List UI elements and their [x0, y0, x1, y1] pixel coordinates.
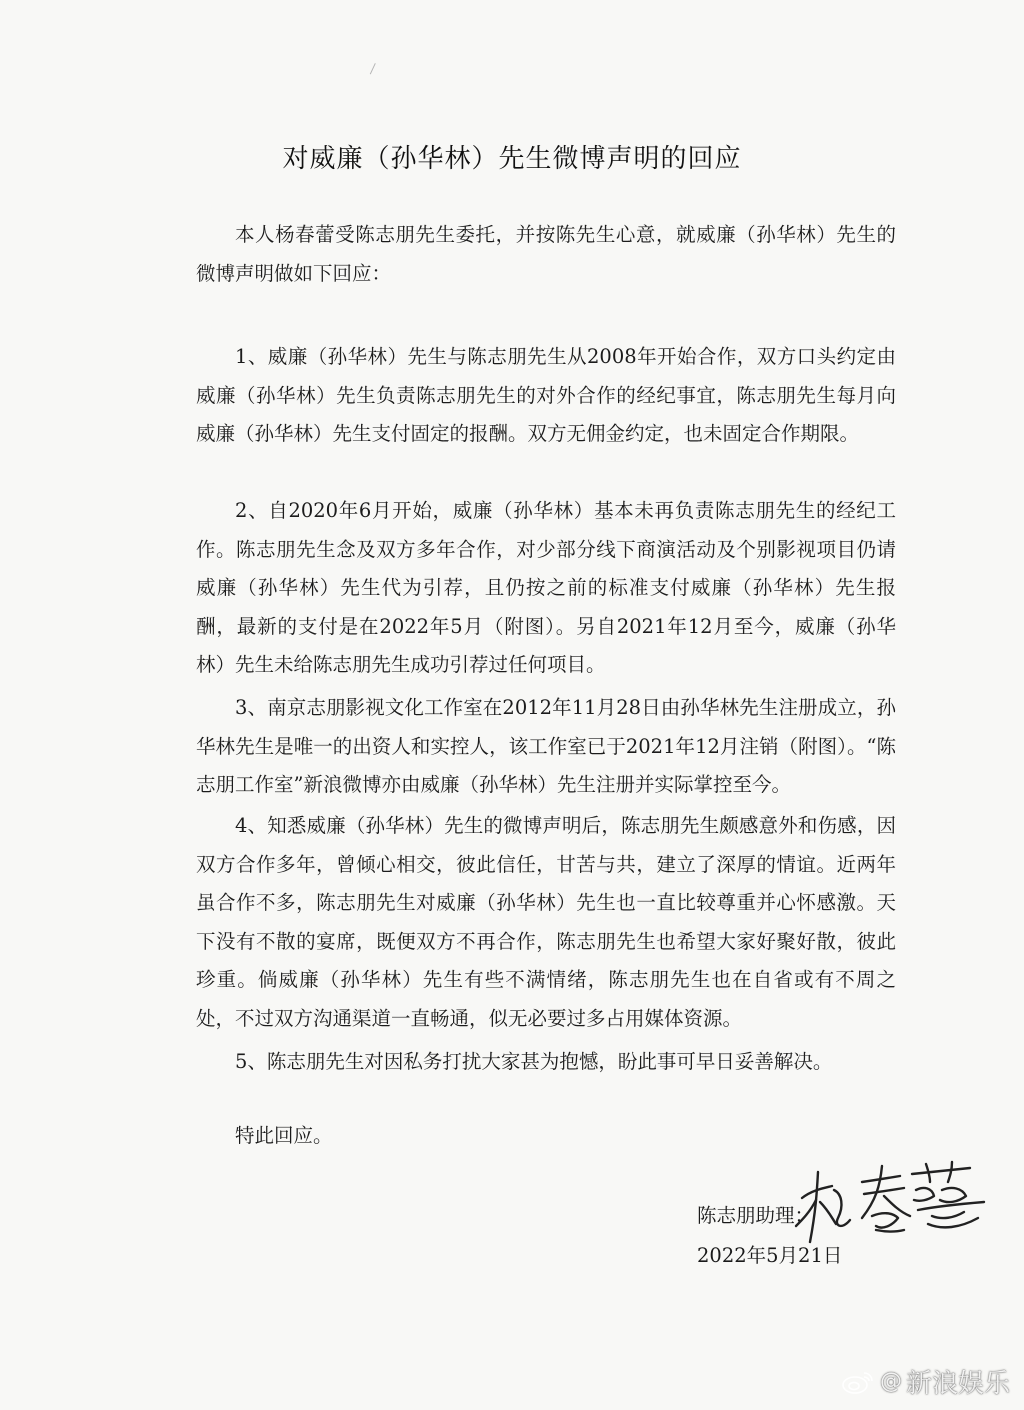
intro-paragraph: 本人杨春蕾受陈志朋先生委托，并按陈先生心意，就威廉（孙华林）先生的微博声明做如下回应： [196, 223, 896, 285]
paragraph-4: 4、知悉威廉（孙华林）先生的微博声明后，陈志朋先生颇感意外和伤感，因双方合作多年，曾倾心相交，彼此信任，甘苦与共，建立了深厚的情谊。近两年虽合作不多，陈志朋先生对威廉（孙华林）先生也一直比较尊重并心怀感激。天下没有不散的宴席，既便双方不再合作，陈志朋先生也希望大家好聚好散，彼此珍重。倘威廉（孙华林）先生有些不满情绪，陈志朋先生也在自省或有不周之处，不过双方沟通渠道一直畅通，似无必要过多占用媒体资源。 [196, 814, 896, 1030]
paragraph-5: 5、陈志朋先生对因私务打扰大家甚为抱憾，盼此事可早日妥善解决。 [235, 1050, 833, 1073]
weibo-icon [840, 1369, 876, 1395]
watermark-at: @ [879, 1369, 902, 1394]
paragraph-3: 3、南京志朋影视文化工作室在2012年11月28日由孙华林先生注册成立，孙华林先生是唯一的出资人和实控人，该工作室已于2021年12月注销（附图）。“陈志朋工作室”新浪微博亦由威廉（孙华林）先生注册并实际掌控至今。 [196, 696, 896, 796]
paragraph-2: 2、自2020年6月开始，威廉（孙华林）基本未再负责陈志朋先生的经纪工作。陈志朋先生念及双方多年合作，对少部分线下商演活动及个别影视项目仍请威廉（孙华林）先生代为引荐，且仍按之前的标准支付威廉（孙华林）先生报酬，最新的支付是在2022年5月（附图）。另自2021年12月至今，威廉（孙华林）先生未给陈志朋先生成功引荐过任何项目。 [196, 499, 896, 676]
document-date: 2022年5月21日 [697, 1244, 843, 1267]
paragraph-1: 1、威廉（孙华林）先生与陈志朋先生从2008年开始合作，双方口头约定由威廉（孙华林）先生负责陈志朋先生的对外合作的经纪事宜，陈志朋先生每月向威廉（孙华林）先生支付固定的报酬。双方无佣金约定，也未固定合作期限。 [196, 345, 896, 445]
weibo-watermark [840, 1363, 1010, 1400]
paper-speck [370, 63, 381, 77]
signature-label: 陈志朋助理： [697, 1204, 815, 1227]
document-title: 对威廉（孙华林）先生微博声明的回应 [282, 144, 742, 174]
closing-text: 特此回应。 [235, 1124, 333, 1147]
watermark-text: 新浪娱乐 [905, 1369, 1010, 1399]
handwritten-signature [792, 1160, 992, 1250]
